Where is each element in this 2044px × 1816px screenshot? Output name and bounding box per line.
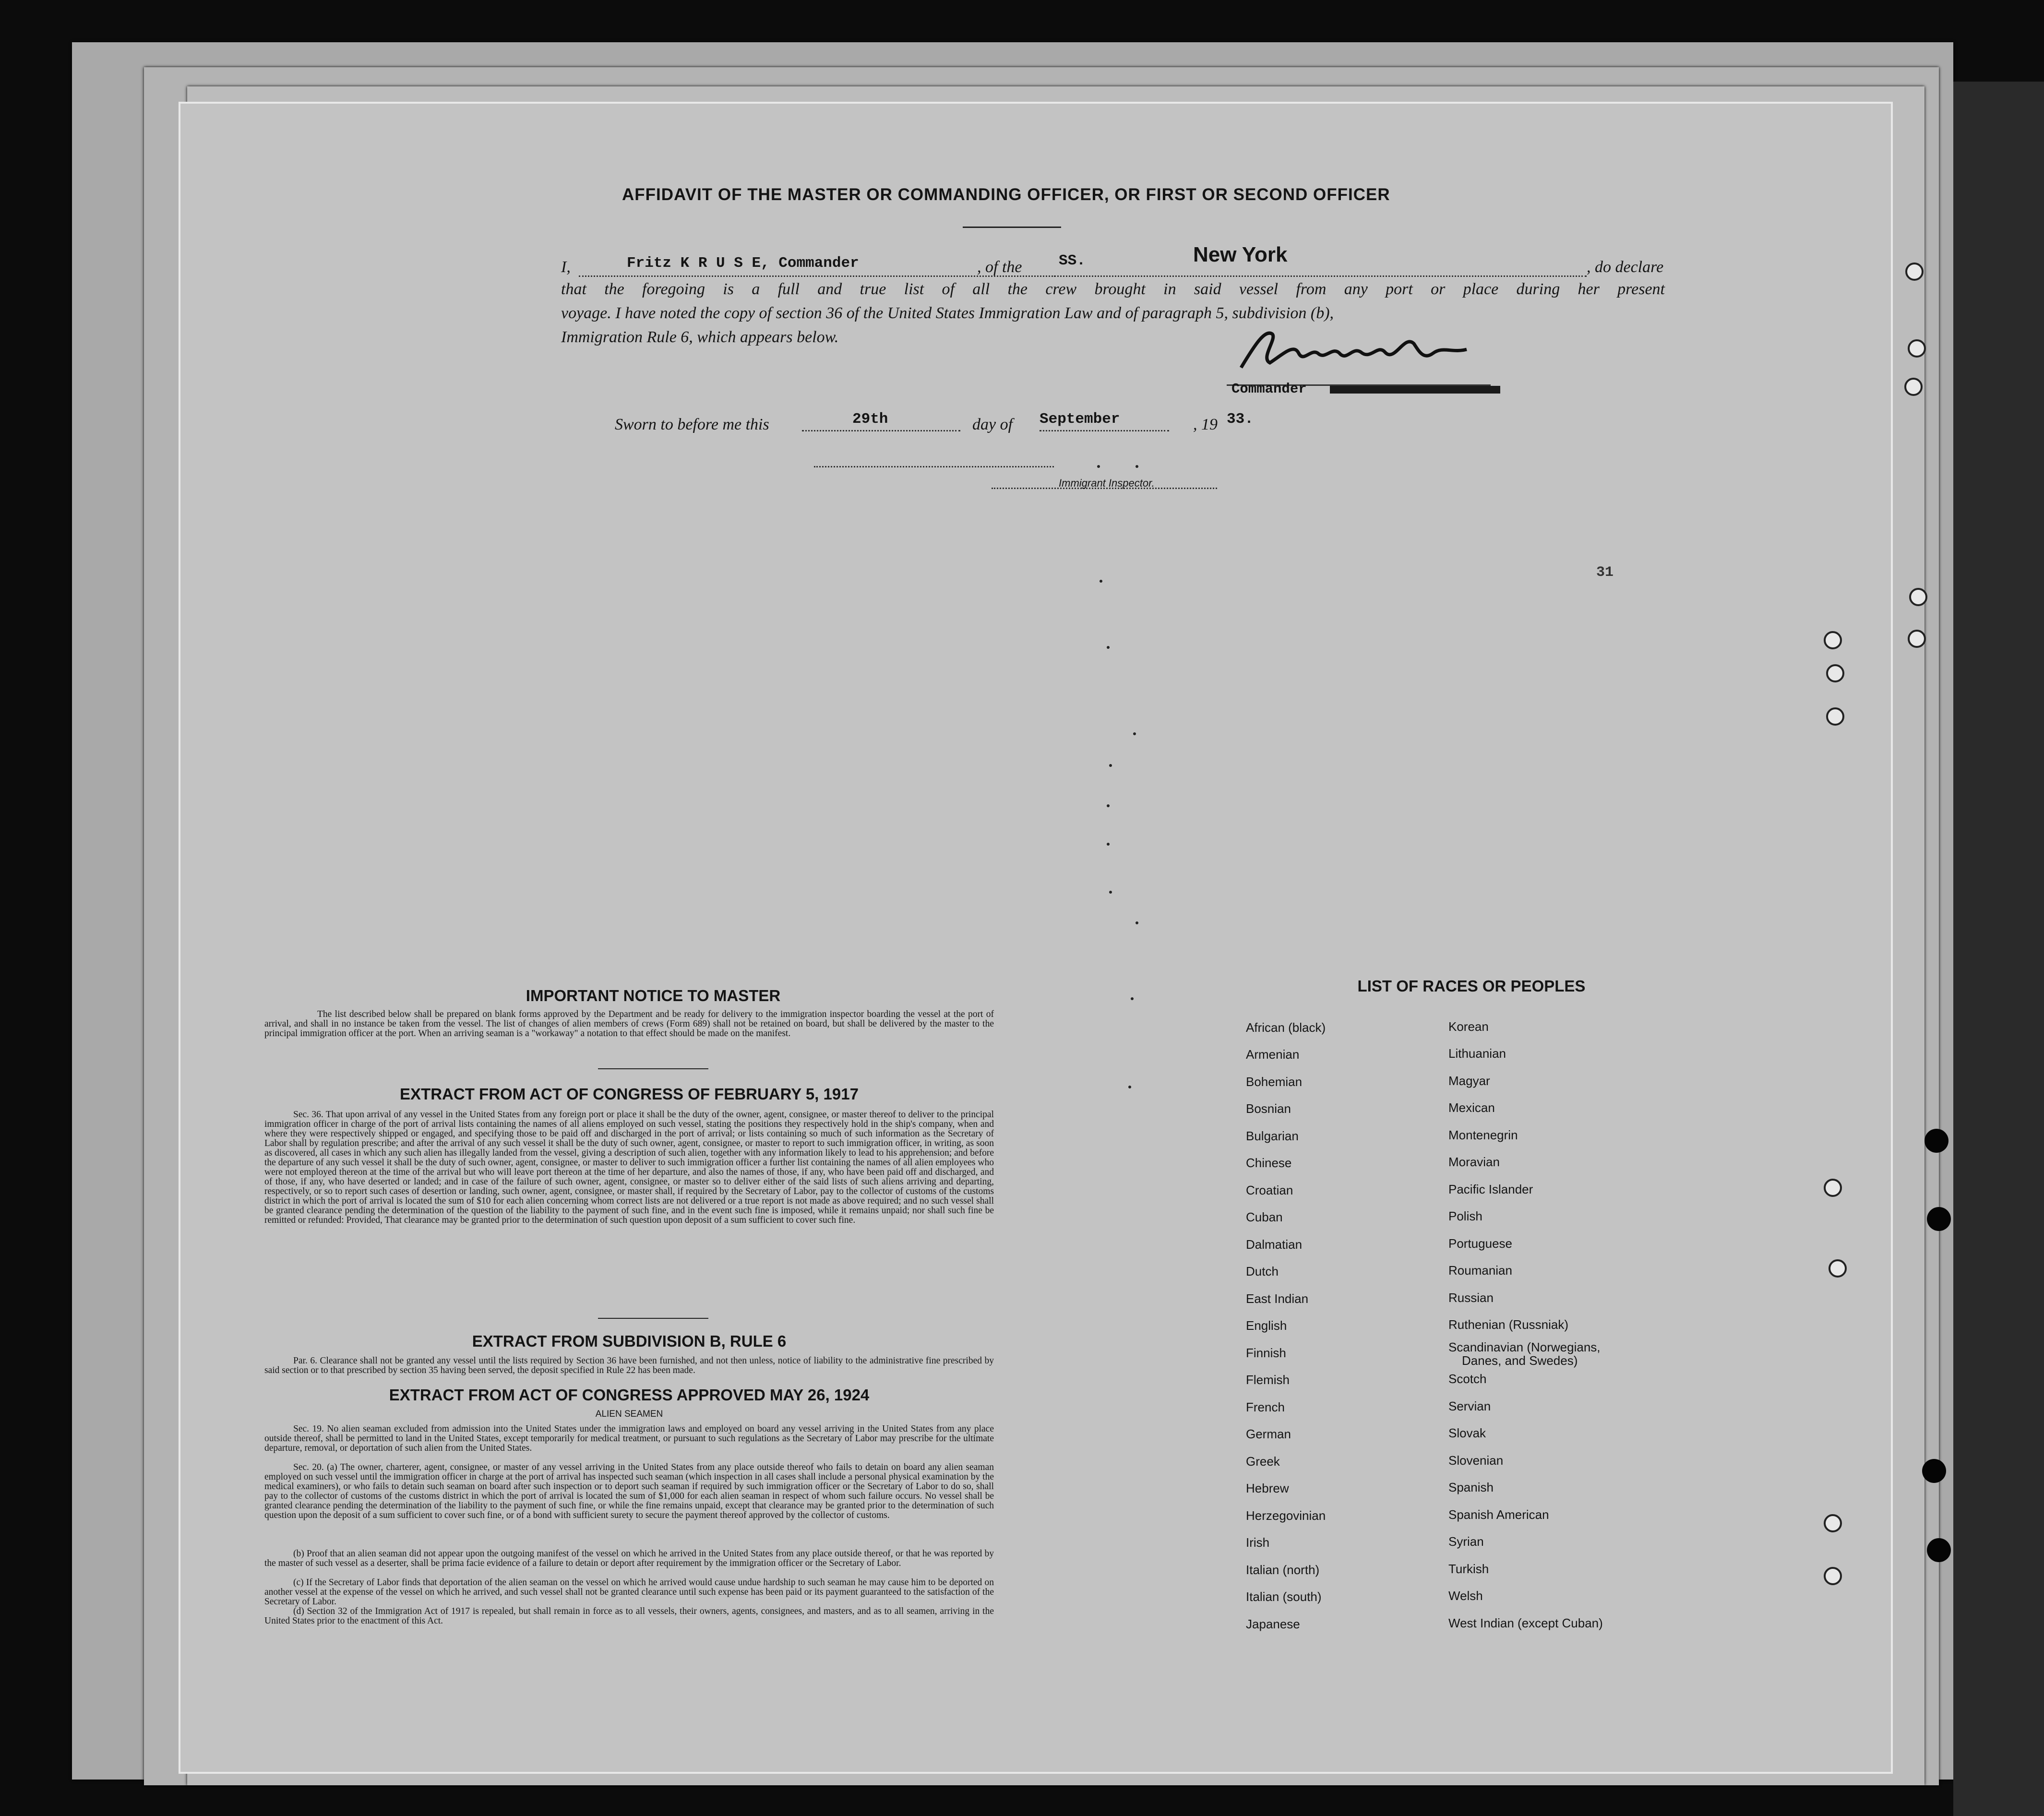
rule6-text: Par. 6. Clearance shall not be granted any vessel until the lists required by Section 36 have been furnished, and not then unless, notice of liability to the administrative fine prescribed by said section or to that prescribed by section 35 having been served, the deposit specified in Rule 22 has been made. xyxy=(264,1356,994,1375)
punch-hole xyxy=(1826,707,1844,726)
margin-mark: 31 xyxy=(1596,564,1614,581)
stray-dot xyxy=(1136,921,1138,924)
race-item: Chinese xyxy=(1246,1156,1292,1170)
race-item: Bulgarian xyxy=(1246,1129,1299,1143)
stray-dot xyxy=(1097,465,1100,468)
stray-dot xyxy=(1128,1086,1131,1088)
race-item: Bosnian xyxy=(1246,1101,1291,1116)
race-item: Welsh xyxy=(1448,1589,1483,1603)
sec20d-text: (d) Section 32 of the Immigration Act of 1917 is repealed, but shall remain in force as to all vessels, their owners, agents, consignees, and masters, and as to all seamen, arriving in the United States prior to the enactment of this Act. xyxy=(264,1606,994,1626)
race-item: Spanish American xyxy=(1448,1507,1549,1522)
race-item: Hebrew xyxy=(1246,1481,1289,1495)
race-item: Italian (south) xyxy=(1246,1589,1322,1604)
race-item: West Indian (except Cuban) xyxy=(1448,1616,1603,1630)
stray-dot xyxy=(1133,732,1136,735)
inspector-signature-line xyxy=(814,466,1054,467)
race-item: Croatian xyxy=(1246,1183,1293,1197)
race-item: Syrian xyxy=(1448,1534,1484,1549)
extract-1924-title: EXTRACT FROM ACT OF CONGRESS APPROVED MAY 26, 1924 xyxy=(389,1386,870,1404)
notice-text: The list described below shall be prepared on blank forms approved by the Department and be ready for delivery to the immigration inspector boarding the vessel at the port of arrival, and shall in no instance be taken from the vessel. The list of changes of alien members of crews (Form 689) shall not be retained on board, but shall be delivered by the master to the principal immigration officer at the port. When an arriving seaman is a "workaway" a notation to that effect should be made on the manifest. xyxy=(264,1009,994,1039)
race-item: Magyar xyxy=(1448,1074,1490,1088)
right-binder-edge xyxy=(1953,82,2044,1816)
vessel-prefix: SS. xyxy=(1059,252,1086,269)
officer-name: Fritz K R U S E, Commander xyxy=(627,255,859,272)
struck-out-text xyxy=(1330,386,1500,394)
sworn-month-line xyxy=(1040,430,1169,431)
race-item: Armenian xyxy=(1246,1047,1300,1062)
sec19-text: Sec. 19. No alien seaman excluded from admission into the United States under the immigration laws and employed on board any vessel arriving in the United States from any place outside thereof, shall be permitted to land in the United States, except temporarily for medical treatment, or pursuant to such regulations as the Secretary of Labor may prescribe for the ultimate departure, removal, or deportation of such alien from the United States. xyxy=(264,1424,994,1453)
stray-dot xyxy=(1136,465,1138,468)
race-item: Scotch xyxy=(1448,1372,1487,1386)
punch-hole xyxy=(1927,1538,1951,1562)
punch-hole xyxy=(1824,631,1842,649)
punch-hole xyxy=(1924,1129,1948,1153)
race-item: Korean xyxy=(1448,1019,1489,1034)
race-item: Slovak xyxy=(1448,1426,1486,1440)
extract-1917-title: EXTRACT FROM ACT OF CONGRESS OF FEBRUARY 5, 1917 xyxy=(400,1085,859,1103)
stray-dot xyxy=(1131,997,1134,1000)
stray-dot xyxy=(1100,580,1102,583)
sworn-prefix: Sworn to before me this xyxy=(615,416,769,433)
race-item: Irish xyxy=(1246,1535,1270,1550)
sec20b-text: (b) Proof that an alien seaman did not appear upon the outgoing manifest of the vessel on which he arrived in the United States from any place outside thereof, or that he was reported by the master of such vessel as a deserter, shall be prima facie evidence of a failure to detain or deport after requirement by the immigration officer or the Secretary of Labor. xyxy=(264,1549,994,1568)
extract-1917-rule xyxy=(598,1318,708,1319)
punch-hole xyxy=(1824,1179,1842,1197)
vessel-name: New York xyxy=(1193,243,1288,266)
sworn-month: September xyxy=(1040,411,1120,428)
race-item: East Indian xyxy=(1246,1291,1309,1306)
race-item: Pacific Islander xyxy=(1448,1182,1533,1196)
race-item: Greek xyxy=(1246,1454,1280,1469)
race-item: Moravian xyxy=(1448,1155,1500,1169)
race-item: German xyxy=(1246,1427,1291,1441)
extract-1917-text: Sec. 36. That upon arrival of any vessel in the United States from any foreign port or place it shall be the duty of the owner, agent, consignee, or master thereof to deliver to the principal immigration officer in charge of the port of arrival lists containing the names of all aliens employed on such vessel, stating the positions they respectively hold in the ship's company, when and where they were respectively shipped or engaged, and specifying those to be paid off and discharged in the port of arrival; or lists containing so much of such information as the Secretary of Labor shall by regulation prescribe; and after the arrival of any such vessel it shall be the duty of such owner, agent, consignee, or master to report to such immigration officer, in writing, as soon as discovered, all cases in which any such alien has illegally landed from the vessel, giving a description of such alien, together with any information likely to lead to his apprehension; and before the departure of any such vessel it shall be the duty of such owner, agent, consignee, or master to deliver to such immigration officer a further list containing the names of all alien employees who were not employed thereon at the time of the arrival but who will leave port thereon at the time of her departure, and also the names of those, if any, who have been paid off and discharged, and of those, if any, who have deserted or landed; and in case of the failure of such owner, agent, consignee, or master so to deliver either of the said lists of such aliens arriving and departing, respectively, or so to report such cases of desertion or landing, such owner, agent, consignee, or master shall, if required by the Secretary of Labor, pay to the collector of customs of the customs district in which the port of arrival is located the sum of $10 for each alien concerning whom correct lists are not delivered or a true report is not made as above required; and no such vessel shall be granted clearance pending the determination of the question of the liability to the payment of such fine, and in the event such fine is imposed, while it remains unpaid; nor shall such fine be remitted or refunded: Provided, That clearance may be granted prior to the determination of such question upon deposit of a sum sufficient to cover such fine. xyxy=(264,1110,994,1225)
race-item: Finnish xyxy=(1246,1346,1286,1360)
race-item: English xyxy=(1246,1318,1287,1333)
race-item: Dalmatian xyxy=(1246,1237,1303,1252)
punch-hole xyxy=(1904,378,1923,396)
race-item: African (black) xyxy=(1246,1020,1326,1035)
race-item: Herzegovinian xyxy=(1246,1508,1326,1523)
inspector-label: Immigrant Inspector. xyxy=(1059,477,1155,489)
race-item: Polish xyxy=(1448,1209,1482,1223)
stray-dot xyxy=(1107,843,1110,846)
affidavit-title: AFFIDAVIT OF THE MASTER OR COMMANDING OFFICER, OR FIRST OR SECOND OFFICER xyxy=(622,185,1390,204)
race-item: Spanish xyxy=(1448,1480,1494,1494)
sworn-day: 29th xyxy=(852,411,888,428)
race-item: Japanese xyxy=(1246,1617,1300,1631)
sworn-day-of: day of xyxy=(972,416,1013,433)
races-title: LIST OF RACES OR PEOPLES xyxy=(1357,977,1586,995)
race-item: Scandinavian (Norwegians, xyxy=(1448,1340,1601,1354)
declare-text: , do declare xyxy=(1587,258,1664,276)
race-item: Roumanian xyxy=(1448,1263,1512,1278)
race-item: Lithuanian xyxy=(1448,1046,1506,1061)
stray-dot xyxy=(1107,646,1110,649)
race-item: Montenegrin xyxy=(1448,1128,1518,1142)
affidavit-line-3: voyage. I have noted the copy of section 36 of the United States Immigration Law and of paragraph 5, subdivision (b), xyxy=(561,304,1334,322)
punch-hole xyxy=(1908,630,1926,648)
race-item: French xyxy=(1246,1400,1285,1414)
sec20a-text: Sec. 20. (a) The owner, charterer, agent, consignee, or master of any vessel arriving in the United States from any place outside thereof who fails to detain on board any alien seaman employed on such vessel until the immigration officer in charge at the port of arrival has inspected such seaman (which inspection in all cases shall include a personal physical examination by the medical examiners), or who fails to detain such seaman on board after such inspection or to deport such seaman if required by such immigration officer or the Secretary of Labor to do so, shall pay to the collector of customs of the customs district in which the port of arrival is located the sum of $1,000 for each alien seaman in respect of whom such failure occurs. No vessel shall be granted clearance pending the determination of the liability to the payment of such fine, or while the fine remains unpaid, except that clearance may be granted prior to the determination of such question upon the deposit of a sum sufficient to cover such fine, or of a bond with sufficient surety to secure the payment thereof approved by the collector of customs. xyxy=(264,1462,994,1520)
signature xyxy=(1227,324,1495,377)
punch-hole xyxy=(1826,664,1844,682)
sec20c-text: (c) If the Secretary of Labor finds that deportation of the alien seaman on the vessel on which he arrived would cause undue hardship to such seaman he may cause him to be deported on another vessel at the expense of the vessel on which he arrived, and such vessel shall not be granted clearance until such expense has been paid or its payment guaranteed to the satisfaction of the Secretary of Labor. xyxy=(264,1577,994,1607)
race-item: Servian xyxy=(1448,1399,1491,1413)
race-item: Slovenian xyxy=(1448,1453,1504,1468)
punch-hole xyxy=(1927,1207,1951,1231)
sworn-year-suffix: 33. xyxy=(1227,411,1254,428)
race-item: Danes, and Swedes) xyxy=(1462,1353,1578,1368)
vessel-field-line xyxy=(1054,275,1587,277)
signature-role: Commander xyxy=(1231,381,1307,397)
race-item: Italian (north) xyxy=(1246,1563,1320,1577)
punch-hole xyxy=(1824,1567,1842,1585)
race-item: Mexican xyxy=(1448,1100,1495,1115)
extract-1924-subtitle: ALIEN SEAMEN xyxy=(595,1409,663,1419)
affidavit-line-2: that the foregoing is a full and true list of all the crew brought in said vessel from any port or place during her present xyxy=(561,280,1665,298)
race-item: Dutch xyxy=(1246,1264,1279,1278)
race-item: Turkish xyxy=(1448,1562,1489,1576)
affidavit-line-4: Immigration Rule 6, which appears below. xyxy=(561,328,839,346)
race-item: Portuguese xyxy=(1448,1236,1512,1251)
race-item: Ruthenian (Russniak) xyxy=(1448,1317,1569,1332)
stray-dot xyxy=(1109,764,1112,767)
punch-hole xyxy=(1909,588,1927,606)
race-item: Flemish xyxy=(1246,1373,1290,1387)
race-item: Cuban xyxy=(1246,1210,1283,1224)
stray-dot xyxy=(1109,891,1112,894)
punch-hole xyxy=(1905,263,1924,281)
punch-hole xyxy=(1829,1259,1847,1278)
race-item: Bohemian xyxy=(1246,1075,1303,1089)
punch-hole xyxy=(1824,1514,1842,1532)
notice-rule xyxy=(598,1068,708,1069)
sworn-year-prefix: , 19 xyxy=(1193,416,1218,433)
race-item: Russian xyxy=(1448,1290,1494,1305)
of-the-text: , of the xyxy=(977,258,1022,276)
punch-hole xyxy=(1922,1459,1946,1483)
stray-dot xyxy=(1107,804,1110,807)
title-rule xyxy=(963,227,1061,228)
rule6-title: EXTRACT FROM SUBDIVISION B, RULE 6 xyxy=(472,1332,787,1350)
punch-hole xyxy=(1908,339,1926,358)
affidavit-i: I, xyxy=(561,258,571,276)
notice-title: IMPORTANT NOTICE TO MASTER xyxy=(526,987,781,1004)
affidavit-page xyxy=(179,102,1893,1774)
sworn-day-line xyxy=(802,430,960,431)
